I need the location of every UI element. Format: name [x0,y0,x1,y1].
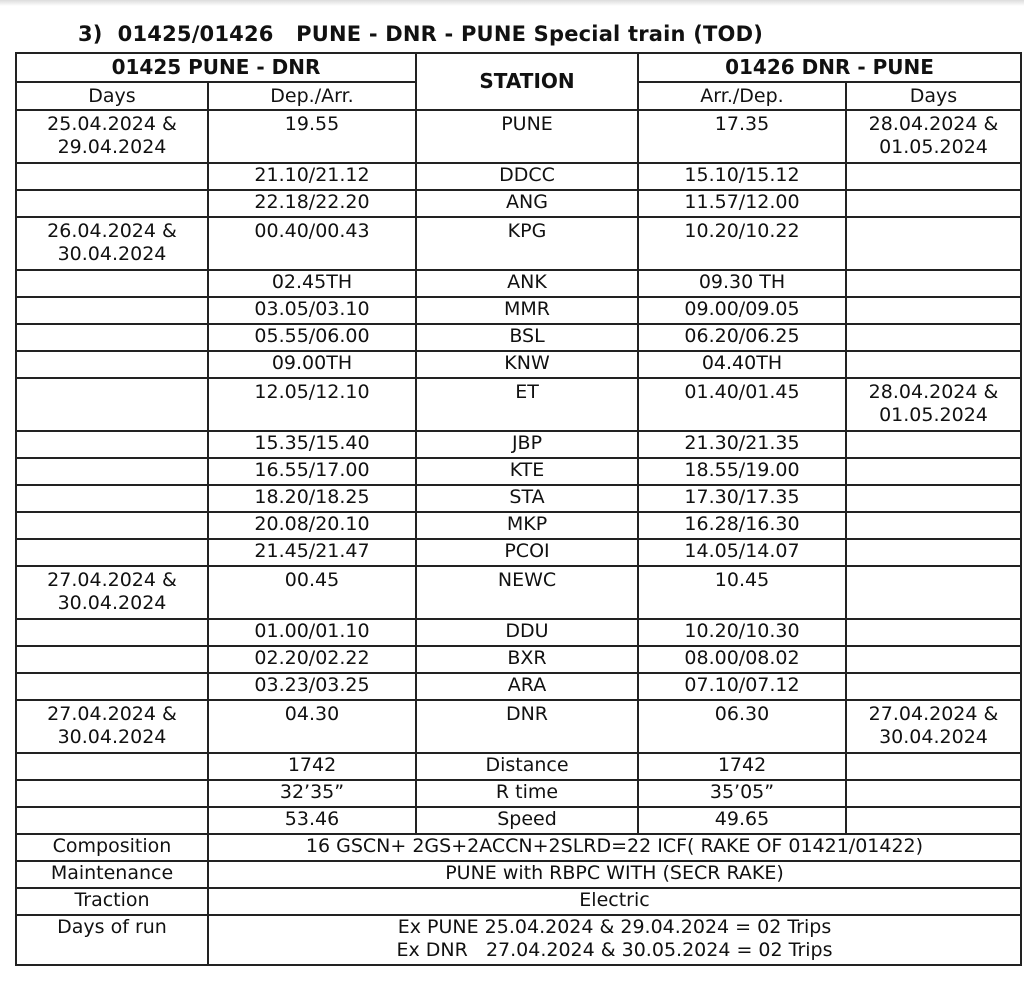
header-down-train: 01426 DNR - PUNE [638,53,1021,82]
subheader-arr-dep: Arr./Dep. [638,82,846,110]
cell-station-text: BXR [507,647,547,669]
cell-days-down [846,190,1021,217]
table-row [16,566,1021,619]
footer-value [208,915,1021,965]
cell-dep-arr [208,780,416,807]
table-row [16,485,1021,512]
footer-row [16,834,1021,861]
cell-days-up [16,673,208,700]
cell-arr-dep-text: 04.40TH [701,352,783,374]
cell-days-up [16,110,208,163]
cell-days-up-text: 27.04.2024 & 30.04.2024 [47,703,177,748]
footer-label: Traction [16,888,208,915]
table-row [16,190,1021,217]
cell-days-down [846,431,1021,458]
cell-days-down [846,619,1021,646]
table-row [16,324,1021,351]
cell-station [416,700,638,753]
cell-station-text: Speed [497,808,557,830]
cell-station [416,110,638,163]
cell-station-text: ET [515,381,539,403]
cell-station [416,190,638,217]
cell-days-down [846,485,1021,512]
cell-arr-dep [638,324,846,351]
cell-arr-dep [638,753,846,780]
footer-label: Days of run [16,915,208,965]
cell-arr-dep-text: 07.10/07.12 [684,674,800,696]
cell-days-down [846,753,1021,780]
table-row [16,378,1021,431]
cell-station [416,619,638,646]
cell-days-up [16,539,208,566]
footer-value [208,834,1021,861]
cell-arr-dep [638,163,846,190]
cell-days-up-text: 25.04.2024 & 29.04.2024 [47,113,177,158]
footer-value [208,861,1021,888]
cell-days-up [16,163,208,190]
cell-station-text: JBP [511,432,543,454]
cell-days-down-text: 27.04.2024 & 30.04.2024 [868,703,999,748]
footer-value-text: 16 GSCN+ 2GS+2ACCN+2SLRD=22 ICF( RAKE OF 01421/01422) [305,835,924,857]
cell-dep-arr-text: 02.45TH [271,271,353,293]
cell-station [416,351,638,378]
cell-arr-dep-text: 49.65 [714,808,770,830]
cell-days-up-text: 26.04.2024 & 30.04.2024 [47,220,177,265]
cell-days-down [846,673,1021,700]
table-row [16,646,1021,673]
cell-dep-arr-text: 1742 [287,754,337,776]
cell-days-up [16,512,208,539]
cell-station [416,807,638,834]
cell-dep-arr [208,673,416,700]
header-up-train: 01425 PUNE - DNR [16,53,416,82]
cell-station-text: KPG [507,220,547,242]
cell-dep-arr [208,190,416,217]
cell-station [416,566,638,619]
cell-dep-arr [208,807,416,834]
cell-arr-dep [638,110,846,163]
cell-days-down [846,324,1021,351]
footer-label: Composition [16,834,208,861]
table-row [16,297,1021,324]
cell-dep-arr-text: 09.00TH [271,352,353,374]
cell-arr-dep [638,807,846,834]
cell-arr-dep-text: 11.57/12.00 [684,191,800,213]
cell-station-text: PCOI [504,540,550,562]
cell-days-up [16,378,208,431]
cell-days-down [846,351,1021,378]
table-row [16,753,1021,780]
cell-arr-dep-text: 09.00/09.05 [684,298,800,320]
table-row [16,619,1021,646]
cell-days-down [846,780,1021,807]
cell-station-text: ARA [507,674,547,696]
cell-dep-arr-text: 03.23/03.25 [254,674,370,696]
cell-arr-dep-text: 16.28/16.30 [684,513,800,535]
cell-station-text: KNW [504,352,550,374]
cell-station-text: DNR [505,703,549,725]
cell-days-down [846,807,1021,834]
cell-days-down [846,458,1021,485]
cell-station-text: ANG [506,191,548,213]
cell-days-up [16,351,208,378]
cell-dep-arr-text: 04.30 [284,703,340,725]
cell-dep-arr-text: 03.05/03.10 [254,298,370,320]
subheader-dep-arr: Dep./Arr. [208,82,416,110]
cell-days-up [16,566,208,619]
table-row [16,110,1021,163]
cell-arr-dep [638,458,846,485]
cell-station [416,458,638,485]
cell-arr-dep-text: 01.40/01.45 [684,381,800,403]
cell-days-up [16,646,208,673]
cell-arr-dep [638,378,846,431]
cell-days-up-text: 27.04.2024 & 30.04.2024 [47,569,177,614]
cell-station-text: NEWC [497,569,557,591]
cell-days-down [846,512,1021,539]
cell-arr-dep [638,270,846,297]
cell-station-text: DDU [505,620,549,642]
cell-arr-dep-text: 09.30 TH [698,271,786,293]
cell-days-up [16,297,208,324]
cell-arr-dep-text: 14.05/14.07 [684,540,800,562]
table-row [16,807,1021,834]
cell-arr-dep [638,673,846,700]
cell-dep-arr-text: 18.20/18.25 [254,486,370,508]
cell-days-up [16,431,208,458]
cell-station [416,485,638,512]
cell-dep-arr-text: 00.45 [284,569,340,591]
cell-days-up [16,485,208,512]
page-title: 3) 01425/01426 PUNE - DNR - PUNE Special train (TOD) [78,22,763,46]
cell-days-up [16,217,208,270]
cell-arr-dep-text: 10.20/10.22 [684,220,800,242]
cell-arr-dep-text: 21.30/21.35 [684,432,800,454]
cell-dep-arr-text: 00.40/00.43 [254,220,370,242]
cell-dep-arr-text: 15.35/15.40 [254,432,370,454]
cell-station-text: MMR [504,298,550,320]
cell-days-down [846,539,1021,566]
cell-dep-arr [208,539,416,566]
cell-arr-dep-text: 18.55/19.00 [684,459,800,481]
cell-dep-arr-text: 01.00/01.10 [254,620,370,642]
cell-station-text: ANK [507,271,547,293]
cell-days-up [16,190,208,217]
timetable [15,52,1022,966]
cell-dep-arr-text: 22.18/22.20 [254,191,370,213]
cell-arr-dep [638,780,846,807]
cell-arr-dep [638,217,846,270]
table-row [16,673,1021,700]
cell-arr-dep-text: 06.30 [714,703,770,725]
cell-days-up [16,458,208,485]
cell-dep-arr-text: 21.45/21.47 [254,540,370,562]
cell-station [416,324,638,351]
cell-arr-dep [638,619,846,646]
table-row [16,458,1021,485]
cell-dep-arr-text: 12.05/12.10 [254,381,370,403]
cell-days-up [16,753,208,780]
cell-dep-arr [208,270,416,297]
cell-dep-arr [208,378,416,431]
table-row [16,270,1021,297]
header-row [16,53,1021,82]
cell-station-text: MKP [506,513,548,535]
table-row [16,217,1021,270]
cell-dep-arr-text: 02.20/02.22 [254,647,370,669]
cell-station [416,217,638,270]
cell-arr-dep [638,646,846,673]
cell-arr-dep [638,297,846,324]
cell-station [416,539,638,566]
cell-station [416,753,638,780]
cell-dep-arr-text: 16.55/17.00 [254,459,370,481]
cell-days-down [846,297,1021,324]
cell-dep-arr-text: 32’35” [279,781,345,803]
cell-station [416,270,638,297]
cell-days-up [16,619,208,646]
cell-station-text: Distance [485,754,569,776]
cell-days-down [846,700,1021,753]
cell-station-text: DDCC [499,164,555,186]
cell-dep-arr-text: 20.08/20.10 [254,513,370,535]
cell-days-down [846,217,1021,270]
cell-station-text: STA [509,486,545,508]
cell-days-up [16,324,208,351]
table-row [16,780,1021,807]
footer-value-text: PUNE with RBPC WITH (SECR RAKE) [445,862,784,884]
table-row [16,351,1021,378]
cell-arr-dep-text: 10.20/10.30 [684,620,800,642]
cell-days-down [846,646,1021,673]
cell-arr-dep [638,431,846,458]
cell-station [416,378,638,431]
cell-dep-arr [208,700,416,753]
cell-arr-dep [638,700,846,753]
cell-dep-arr-text: 21.10/21.12 [254,164,370,186]
cell-arr-dep [638,485,846,512]
cell-arr-dep [638,190,846,217]
cell-days-down [846,270,1021,297]
cell-dep-arr [208,646,416,673]
cell-arr-dep-text: 17.30/17.35 [684,486,800,508]
cell-dep-arr [208,297,416,324]
cell-dep-arr [208,217,416,270]
cell-days-up [16,270,208,297]
cell-arr-dep-text: 1742 [717,754,767,776]
cell-days-up [16,807,208,834]
table-row [16,700,1021,753]
cell-arr-dep-text: 15.10/15.12 [684,164,800,186]
subheader-days-left: Days [16,82,208,110]
cell-days-down [846,163,1021,190]
cell-station [416,512,638,539]
cell-arr-dep-text: 17.35 [714,113,770,135]
cell-dep-arr-text: 19.55 [284,113,340,135]
table-row [16,512,1021,539]
cell-dep-arr [208,566,416,619]
footer-value [208,888,1021,915]
cell-days-up [16,780,208,807]
header-station: STATION [416,53,638,110]
cell-arr-dep-text: 08.00/08.02 [684,647,800,669]
cell-dep-arr-text: 53.46 [284,808,340,830]
cell-days-down-text: 28.04.2024 & 01.05.2024 [868,381,999,426]
cell-arr-dep [638,539,846,566]
cell-station-text: PUNE [501,113,553,135]
cell-days-up [16,700,208,753]
footer-row [16,888,1021,915]
cell-dep-arr [208,163,416,190]
cell-dep-arr [208,351,416,378]
cell-arr-dep [638,512,846,539]
table-row [16,539,1021,566]
cell-days-down-text: 28.04.2024 & 01.05.2024 [868,113,999,158]
cell-dep-arr [208,324,416,351]
cell-station-text: BSL [509,325,545,347]
subheader-days-right: Days [846,82,1021,110]
cell-days-down [846,110,1021,163]
footer-value-text: Electric [579,889,650,911]
cell-days-down [846,378,1021,431]
footer-row [16,861,1021,888]
cell-dep-arr [208,753,416,780]
footer-label: Maintenance [16,861,208,888]
cell-arr-dep [638,351,846,378]
cell-arr-dep-text: 10.45 [714,569,770,591]
cell-dep-arr [208,619,416,646]
cell-station [416,646,638,673]
cell-station [416,673,638,700]
cell-station-text: R time [495,781,559,803]
cell-station [416,780,638,807]
cell-arr-dep-text: 35’05” [709,781,775,803]
cell-dep-arr [208,512,416,539]
cell-station [416,163,638,190]
cell-dep-arr [208,110,416,163]
cell-station-text: KTE [509,459,545,481]
cell-arr-dep-text: 06.20/06.25 [684,325,800,347]
table-row [16,163,1021,190]
cell-station [416,297,638,324]
footer-value-text: Ex PUNE 25.04.2024 & 29.04.2024 = 02 Trips Ex DNR 27.04.2024 & 30.05.2024 = 02 Trips [396,916,833,961]
footer-row [16,915,1021,965]
cell-days-down [846,566,1021,619]
cell-dep-arr [208,485,416,512]
cell-station [416,431,638,458]
top-edge-shade [0,0,1024,6]
cell-arr-dep [638,566,846,619]
cell-dep-arr [208,458,416,485]
table-row [16,431,1021,458]
cell-dep-arr-text: 05.55/06.00 [254,325,370,347]
cell-dep-arr [208,431,416,458]
